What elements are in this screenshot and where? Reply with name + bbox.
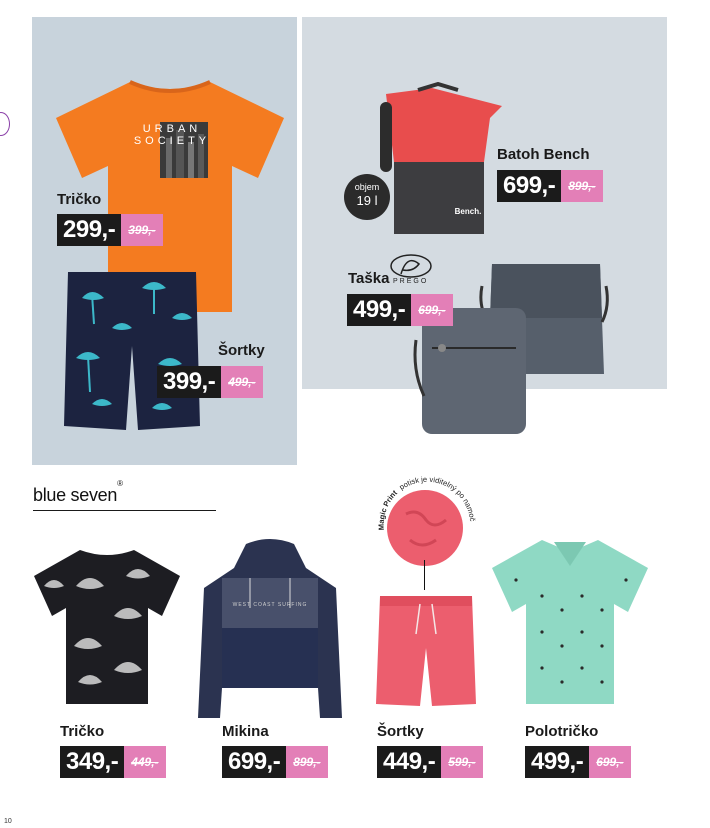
backpack-old-price: 899,- (561, 170, 602, 202)
backpack-price-tag (497, 170, 603, 202)
svg-text:URBAN: URBAN (142, 123, 202, 135)
bag-price-tag (347, 294, 453, 326)
product-2-old-price: 899,- (286, 746, 327, 778)
svg-text:WEST COAST SURFING: WEST COAST SURFING (232, 602, 308, 608)
product-4-price: 499,- (525, 746, 589, 778)
product-1-price: 349,- (60, 746, 124, 778)
brand-name: blue seven (33, 485, 118, 505)
backpack-label: Batoh Bench (497, 146, 590, 163)
product-2-label: Mikina (222, 723, 269, 740)
product-2-price: 699,- (222, 746, 286, 778)
product-4-price-tag (525, 746, 631, 778)
bag-price: 499,- (347, 294, 411, 326)
product-3-label: Šortky (377, 723, 424, 740)
tshirt-old-price: 399,- (121, 214, 162, 246)
shorts-price-tag (157, 366, 263, 398)
tshirt-price-tag (57, 214, 163, 246)
mint-polo-image (486, 536, 654, 708)
red-swim-shorts-image (374, 592, 478, 710)
product-3-old-price: 599,- (441, 746, 482, 778)
backpack-price: 699,- (497, 170, 561, 202)
product-4-old-price: 699,- (589, 746, 630, 778)
bag-label: Taška (348, 270, 390, 287)
backpack-image (372, 82, 508, 240)
prego-wordmark: PREGO (393, 278, 429, 285)
magic-print-label: Magic Print (376, 488, 399, 531)
product-1-old-price: 449,- (124, 746, 165, 778)
volume-value: 19 l (356, 193, 378, 208)
tshirt-price: 299,- (57, 214, 121, 246)
brand-registered-mark: ® (117, 479, 123, 488)
palm-shorts-image (62, 268, 202, 434)
product-3-price-tag (377, 746, 483, 778)
magic-print-note: potisk je viditelný po namoč (397, 474, 478, 522)
tshirt-label: Tričko (57, 191, 102, 208)
product-3-price: 449,- (377, 746, 441, 778)
shorts-old-price: 499,- (221, 366, 262, 398)
product-1-price-tag (60, 746, 166, 778)
brand-divider (33, 510, 216, 511)
product-4-label: Polotričko (525, 723, 599, 740)
shorts-price: 399,- (157, 366, 221, 398)
volume-badge (344, 174, 390, 220)
palm-print-tshirt-image (30, 546, 184, 708)
shorts-label: Šortky (218, 342, 265, 359)
volume-caption: objem (354, 182, 380, 192)
product-2-price-tag (222, 746, 328, 778)
product-1-label: Tričko (60, 723, 105, 740)
blue-seven-brand (33, 479, 123, 506)
bag-old-price: 699,- (411, 294, 452, 326)
magic-print-callout (370, 470, 480, 580)
svg-text:Bench.: Bench. (454, 207, 482, 216)
hoodie-image (196, 538, 344, 722)
svg-text:SOCIETY: SOCIETY (133, 135, 211, 147)
magic-print-swatch (370, 470, 480, 580)
callout-pointer-line (424, 560, 425, 590)
page-number: 10 (4, 818, 12, 825)
edge-ring-mark (0, 112, 10, 136)
